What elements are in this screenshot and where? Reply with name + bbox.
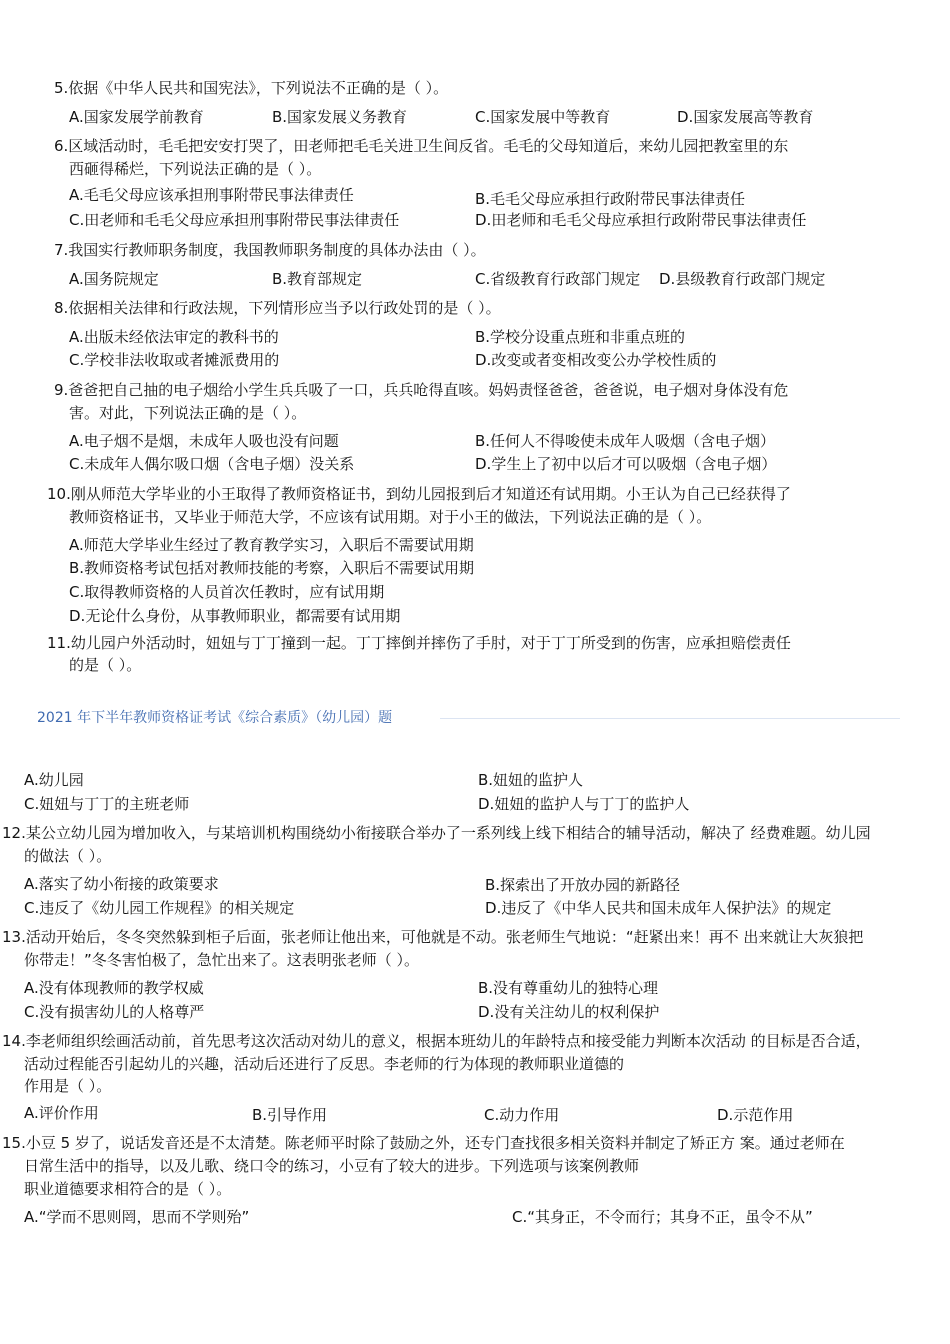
question-11-option-d: D.妞妞的监护人与丁丁的监护人 — [478, 795, 690, 813]
question-15-option-a: A.“学而不思则罔，思而不学则殆” — [24, 1208, 250, 1226]
question-9-stem-line-1: 9.爸爸把自己抽的电子烟给小学生兵兵吸了一口，兵兵呛得直咳。妈妈责怪爸爸，爸爸说，电子烟对身体没有危 — [54, 381, 789, 399]
question-10-option-a: A.师范大学毕业生经过了教育教学实习，入职后不需要试用期 — [69, 536, 474, 554]
question-12-option-d: D.违反了《中华人民共和国未成年人保护法》的规定 — [485, 899, 832, 917]
question-13-option-c: C.没有损害幼儿的人格尊严 — [24, 1003, 205, 1021]
question-13-stem-line-1: 13.活动开始后，冬冬突然躲到柜子后面，张老师让他出来，可他就是不动。张老师生气地说：“赶紧出来！再不 出来就让大灰狼把 — [2, 928, 864, 946]
question-13-option-d: D.没有关注幼儿的权利保护 — [478, 1003, 660, 1021]
question-6-stem-line-2: 西砸得稀烂，下列说法正确的是（ ）。 — [69, 160, 322, 178]
exam-header-title: 2021 年下半年教师资格证考试《综合素质》（幼儿园）题 — [37, 710, 393, 726]
question-9-option-b: B.任何人不得唆使未成年人吸烟（含电子烟） — [475, 432, 776, 450]
question-10-stem-line-2: 教师资格证书，又毕业于师范大学，不应该有试用期。对于小王的做法，下列说法正确的是（ ）。 — [69, 508, 712, 526]
question-12-stem-line-1: 12.某公立幼儿园为增加收入，与某培训机构围绕幼小衔接联合举办了一系列线上线下相结合的辅导活动，解决了 经费难题。幼儿园 — [2, 824, 871, 842]
question-14-stem-line-2: 活动过程能否引起幼儿的兴趣，活动后还进行了反思。李老师的行为体现的教师职业道德的 — [24, 1055, 625, 1073]
question-7-option-a: A.国务院规定 — [69, 270, 159, 288]
question-6-option-a: A.毛毛父母应该承担刑事附带民事法律责任 — [69, 186, 354, 204]
question-14-stem-line-3: 作用是（ ）。 — [24, 1077, 112, 1095]
question-10-option-b: B.教师资格考试包括对教师技能的考察，入职后不需要试用期 — [69, 559, 475, 577]
question-11-option-c: C.妞妞与丁丁的主班老师 — [24, 795, 190, 813]
question-15-stem-line-2: 日常生活中的指导，以及儿歌、绕口令的练习，小豆有了较大的进步。下列选项与该案例教师 — [24, 1157, 640, 1175]
question-11-stem-line-2: 的是（ ）。 — [69, 656, 142, 674]
question-5-option-b: B.国家发展义务教育 — [272, 108, 408, 126]
question-11-option-b: B.妞妞的监护人 — [478, 771, 584, 789]
question-7-option-b: B.教育部规定 — [272, 270, 363, 288]
question-11-stem-line-1: 11.幼儿园户外活动时，妞妞与丁丁撞到一起。丁丁摔倒并摔伤了手肘，对于丁丁所受到的伤害，应承担赔偿责任 — [47, 634, 791, 652]
question-6-option-d: D.田老师和毛毛父母应承担行政附带民事法律责任 — [475, 211, 807, 229]
question-12-option-b: B.探索出了开放办园的新路径 — [485, 876, 681, 894]
question-14-stem-line-1: 14.李老师组织绘画活动前，首先思考这次活动对幼儿的意义，根据本班幼儿的年龄特点和接受能力判断本次活动 的目标是否合适， — [2, 1032, 871, 1050]
question-9-option-c: C.未成年人偶尔吸口烟（含电子烟）没关系 — [69, 455, 355, 473]
question-13-option-a: A.没有体现教师的教学权威 — [24, 979, 204, 997]
question-5-option-d: D.国家发展高等教育 — [677, 108, 814, 126]
question-6-stem-line-1: 6.区域活动时，毛毛把安安打哭了，田老师把毛毛关进卫生间反省。毛毛的父母知道后，来幼儿园把教室里的东 — [54, 137, 789, 155]
question-8-stem: 8.依据相关法律和行政法规，下列情形应当予以行政处罚的是（ ）。 — [54, 299, 501, 317]
question-15-option-c: C.“其身正，不令而行；其身不正，虽令不从” — [512, 1208, 813, 1226]
question-14-option-b: B.引导作用 — [252, 1106, 328, 1124]
question-9-option-d: D.学生上了初中以后才可以吸烟（含电子烟） — [475, 455, 777, 473]
question-6-option-c: C.田老师和毛毛父母应承担刑事附带民事法律责任 — [69, 211, 400, 229]
question-8-option-a: A.出版未经依法审定的教科书的 — [69, 328, 279, 346]
question-14-option-d: D.示范作用 — [717, 1106, 794, 1124]
question-13-stem-line-2: 你带走！”冬冬害怕极了，急忙出来了。这表明张老师（ ）。 — [24, 951, 420, 969]
question-9-stem-line-2: 害。对此，下列说法正确的是（ ）。 — [69, 404, 307, 422]
question-7-option-d: D.县级教育行政部门规定 — [659, 270, 826, 288]
question-10-stem-line-1: 10.刚从师范大学毕业的小王取得了教师资格证书，到幼儿园报到后才知道还有试用期。小王认为自己已经获得了 — [47, 485, 791, 503]
question-14-option-c: C.动力作用 — [484, 1106, 560, 1124]
question-15-stem-line-3: 职业道德要求相符合的是（ ）。 — [24, 1180, 232, 1198]
header-divider — [440, 718, 900, 719]
question-15-stem-line-1: 15.小豆 5 岁了，说话发音还是不太清楚。陈老师平时除了鼓励之外，还专门查找很多相关资料并制定了矫正方 案。通过老师在 — [2, 1134, 845, 1152]
question-8-option-d: D.改变或者变相改变公办学校性质的 — [475, 351, 717, 369]
question-10-option-d: D.无论什么身份，从事教师职业，都需要有试用期 — [69, 607, 401, 625]
question-5-stem: 5.依据《中华人民共和国宪法》，下列说法不正确的是（ ）。 — [54, 79, 449, 97]
question-9-option-a: A.电子烟不是烟，未成年人吸也没有问题 — [69, 432, 339, 450]
question-7-stem: 7.我国实行教师职务制度，我国教师职务制度的具体办法由（ ）。 — [54, 241, 486, 259]
question-12-option-a: A.落实了幼小衔接的政策要求 — [24, 875, 219, 893]
question-11-option-a: A.幼儿园 — [24, 771, 84, 789]
question-14-option-a: A.评价作用 — [24, 1104, 99, 1122]
question-6-option-b: B.毛毛父母应承担行政附带民事法律责任 — [475, 190, 746, 208]
question-7-option-c: C.省级教育行政部门规定 — [475, 270, 641, 288]
question-12-option-c: C.违反了《幼儿园工作规程》的相关规定 — [24, 899, 295, 917]
question-12-stem-line-2: 的做法（ ）。 — [24, 847, 112, 865]
question-8-option-c: C.学校非法收取或者摊派费用的 — [69, 351, 280, 369]
question-5-option-a: A.国家发展学前教育 — [69, 108, 204, 126]
question-10-option-c: C.取得教师资格的人员首次任教时，应有试用期 — [69, 583, 385, 601]
question-13-option-b: B.没有尊重幼儿的独特心理 — [478, 979, 659, 997]
question-5-option-c: C.国家发展中等教育 — [475, 108, 611, 126]
question-8-option-b: B.学校分设重点班和非重点班的 — [475, 328, 686, 346]
